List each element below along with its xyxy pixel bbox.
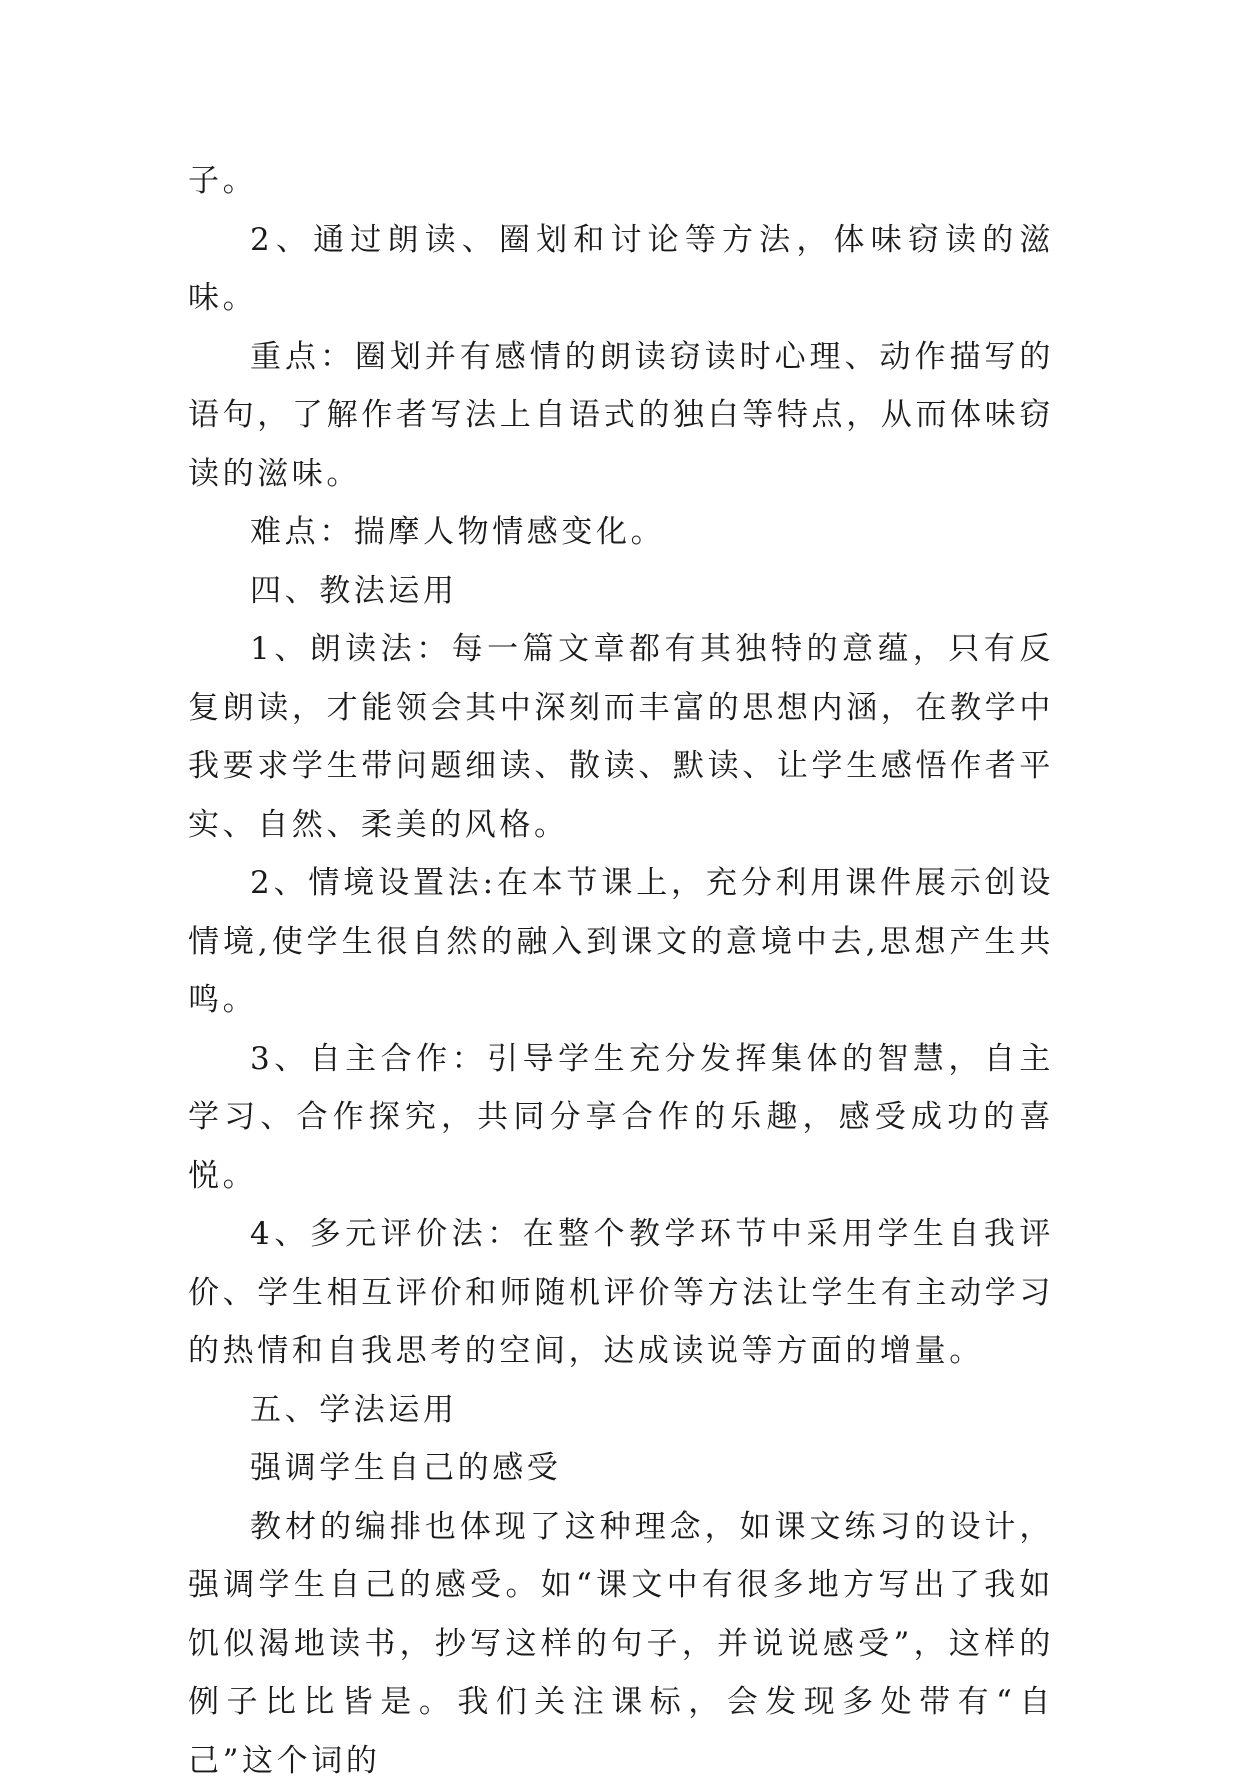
paragraph-method-cooperation: 3、自主合作：引导学生充分发挥集体的智慧，自主学习、合作探究，共同分享合作的乐趣，感受成功的喜悦。 bbox=[188, 1030, 1054, 1206]
section-heading-teaching-methods: 四、教法运用 bbox=[188, 562, 1054, 621]
paragraph-method-context: 2、情境设置法:在本节课上，充分利用课件展示创设情境,使学生很自然的融入到课文的意境中去,思想产生共鸣。 bbox=[188, 854, 1054, 1030]
paragraph-continuation: 子。 bbox=[188, 152, 1054, 211]
paragraph-method-evaluation: 4、多元评价法：在整个教学环节中采用学生自我评价、学生相互评价和师随机评价等方法让学生有主动学习的热情和自我思考的空间，达成读说等方面的增量。 bbox=[188, 1205, 1054, 1381]
document-body bbox=[188, 152, 1054, 1790]
paragraph-method-reading: 1、朗读法：每一篇文章都有其独特的意蕴，只有反复朗读，才能领会其中深刻而丰富的思想内涵，在教学中我要求学生带问题细读、散读、默读、让学生感悟作者平实、自然、柔美的风格。 bbox=[188, 620, 1054, 854]
paragraph-key-points: 重点：圈划并有感情的朗读窃读时心理、动作描写的语句，了解作者写法上自语式的独白等特点，从而体味窃读的滋味。 bbox=[188, 328, 1054, 504]
paragraph-subheading-feelings: 强调学生自己的感受 bbox=[188, 1439, 1054, 1498]
paragraph-difficulty: 难点：揣摩人物情感变化。 bbox=[188, 503, 1054, 562]
paragraph-textbook-design: 教材的编排也体现了这种理念，如课文练习的设计，强调学生自己的感受。如“课文中有很多地方写出了我如饥似渴地读书，抄写这样的句子，并说说感受”，这样的例子比比皆是。我们关注课标，会发现多处带有“自己”这个词的 bbox=[188, 1498, 1054, 1790]
section-heading-learning-methods: 五、学法运用 bbox=[188, 1381, 1054, 1440]
paragraph-objective-2: 2、通过朗读、圈划和讨论等方法，体味窃读的滋味。 bbox=[188, 211, 1054, 328]
